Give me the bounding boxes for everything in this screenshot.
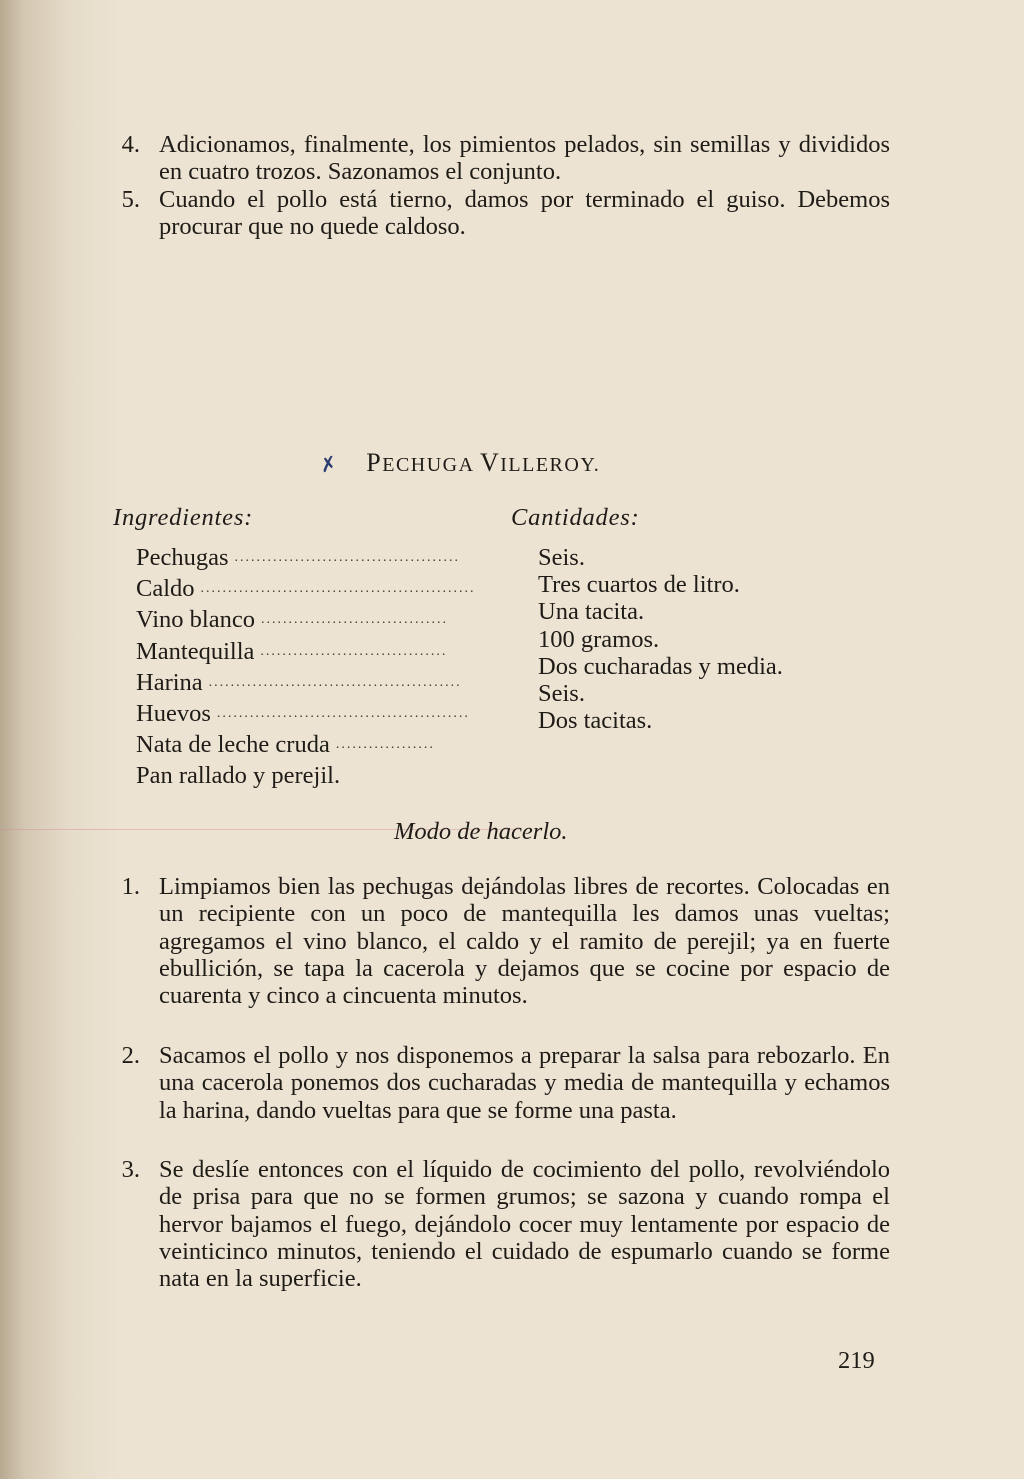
title-initial: V — [479, 448, 501, 477]
quantity: 100 gramos. — [538, 625, 660, 653]
step-text: Se deslíe entonces con el líquido de cocimiento del pollo, revolviéndolo de prisa para que no se formen grumos; se sazona y cuando rompa el hervor bajamos el fuego, dejándolo cocer muy lentamente por espacio de veinticinco minutos, teniendo el cuidado de espumarlo cuando se forme nata en la superficie. — [159, 1156, 890, 1293]
step-number: 4. — [121, 131, 140, 158]
ingredient-name: Harina — [136, 668, 203, 696]
quantity: Seis. — [538, 544, 585, 571]
ingredient-row — [136, 762, 481, 789]
leader-dots: .................................................. — [200, 581, 476, 597]
ingredient-row — [136, 638, 481, 669]
previous-step-5 — [100, 186, 890, 241]
quantity: Una tacita. — [538, 598, 645, 626]
quantity: Dos tacitas. — [538, 707, 653, 735]
method-step-2 — [100, 1042, 890, 1124]
step-number: 5. — [121, 186, 140, 213]
ingredient-row — [136, 669, 481, 700]
ingredient-row — [136, 544, 481, 575]
leader-dots: .................. — [335, 737, 435, 753]
leader-dots: .................................. — [260, 643, 448, 659]
ingredient-row — [136, 700, 481, 731]
ingredients-list — [136, 544, 481, 790]
ingredient-name: Pechugas — [136, 544, 229, 571]
leader-dots: ......................................... — [234, 550, 461, 565]
recipe-title — [317, 448, 601, 478]
quantities-header: Cantidades: — [511, 504, 640, 531]
title-initial: P — [366, 448, 383, 477]
ingredient-row — [136, 731, 481, 762]
step-text: Sacamos el pollo y nos disponemos a preparar la salsa para rebozarlo. En una cacerola ponemos dos cucharadas y media de mantequilla y echamos la harina, dando vueltas para que se forme una pasta. — [159, 1042, 890, 1124]
page-number: 219 — [838, 1347, 875, 1374]
method-step-3 — [100, 1156, 890, 1292]
ingredient-row — [136, 606, 481, 637]
leader-dots: .................................. — [260, 612, 448, 628]
leader-dots: .............................................. — [216, 706, 470, 722]
ingredient-name: Caldo — [136, 575, 195, 603]
quantity: Seis. — [538, 680, 585, 708]
quantity: Dos cucharadas y media. — [538, 652, 783, 680]
ingredient-name: Nata de leche cruda — [136, 731, 330, 759]
title-text: ILLEROY. — [500, 454, 601, 476]
ingredient-row — [136, 575, 481, 606]
step-number: 2. — [121, 1042, 140, 1069]
leader-dots: .............................................. — [208, 674, 462, 690]
ingredient-name: Vino blanco — [136, 606, 255, 634]
method-header: Modo de hacerlo. — [394, 818, 568, 845]
step-number: 1. — [121, 873, 140, 900]
step-number: 3. — [121, 1156, 140, 1183]
ingredients-header: Ingredientes: — [113, 504, 254, 531]
check-mark-icon: ✗ — [317, 450, 341, 478]
step-text: Limpiamos bien las pechugas dejándolas libres de recortes. Colocadas en un recipiente con un poco de mantequilla les damos unas vueltas; agregamos el vino blanco, el caldo y el ramito de perejil; ya en fuerte ebullición, se tapa la cacerola y dejamos que se cocine por espacio de cuarenta y cinco a cincuenta minutos. — [159, 873, 890, 1010]
previous-step-4 — [100, 131, 890, 186]
step-text: Adicionamos, finalmente, los pimientos pelados, sin semillas y divididos en cuatro trozos. Sazonamos el conjunto. — [159, 131, 890, 186]
ingredient-name: Huevos — [136, 700, 211, 728]
quantities-list — [538, 544, 783, 734]
title-text: ECHUGA — [382, 454, 480, 476]
ingredient-name: Mantequilla — [136, 637, 255, 665]
ingredient-name: Pan rallado y perejil. — [136, 762, 341, 790]
step-text: Cuando el pollo está tierno, damos por terminado el guiso. Debemos procurar que no quede caldoso. — [159, 186, 890, 241]
method-step-1 — [100, 873, 890, 1009]
quantity: Tres cuartos de litro. — [538, 571, 740, 599]
